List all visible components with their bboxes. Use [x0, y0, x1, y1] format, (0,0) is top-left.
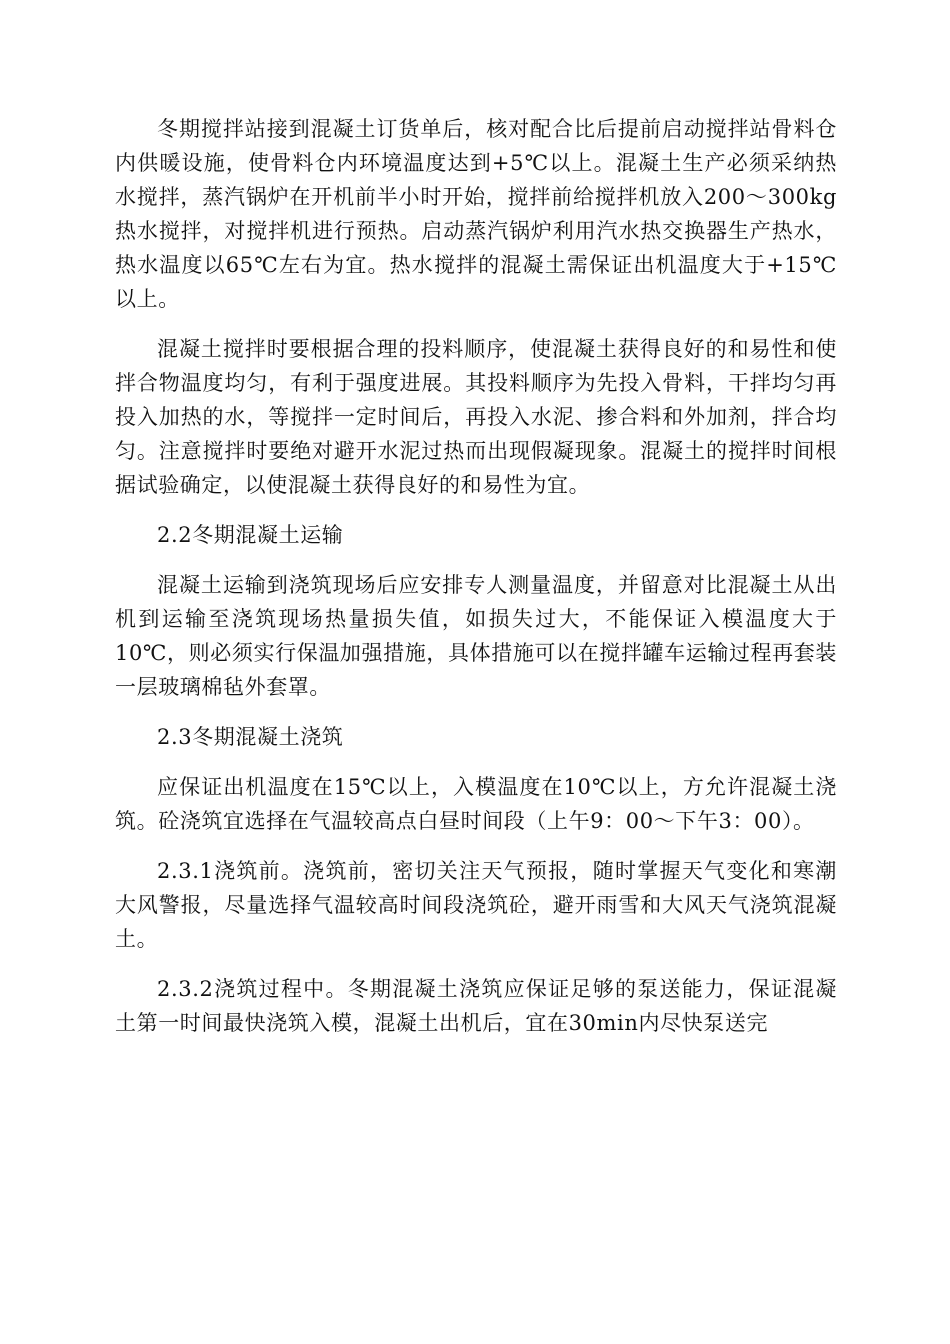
- paragraph-transport: 混凝土运输到浇筑现场后应安排专人测量温度，并留意对比混凝土从出机到运输至浇筑现场热量损失值，如损失过大，不能保证入模温度大于10℃，则必须实行保温加强措施，具体措施可以在搅拌罐车运输过程再套装一层玻璃棉毡外套罩。: [115, 573, 837, 699]
- paragraph-pouring-temperature: 应保证出机温度在15℃以上，入模温度在10℃以上，方允许混凝土浇筑。砼浇筑宜选择在气温较高点白昼时间段（上午9：00～下午3：00）。: [115, 775, 837, 833]
- section-heading-2-2: 2.2冬期混凝土运输: [157, 523, 344, 547]
- section-heading-2-3: 2.3冬期混凝土浇筑: [157, 725, 344, 749]
- paragraph-batching-plant: 冬期搅拌站接到混凝土订货单后，核对配合比后提前启动搅拌站骨料仓内供暖设施，使骨料仓内环境温度达到+5℃以上。混凝土生产必须采纳热水搅拌，蒸汽锅炉在开机前半小时开始，搅拌前给搅拌机放入200～300kg热水搅拌，对搅拌机进行预热。启动蒸汽锅炉利用汽水热交换器生产热水，热水温度以65℃左右为宜。热水搅拌的混凝土需保证出机温度大于+15℃以上。: [115, 117, 837, 311]
- paragraph-mixing-order: 混凝土搅拌时要根据合理的投料顺序，使混凝土获得良好的和易性和使拌合物温度均匀，有利于强度进展。其投料顺序为先投入骨料，干拌均匀再投入加热的水，等搅拌一定时间后，再投入水泥、掺合料和外加剂，拌合均匀。注意搅拌时要绝对避开水泥过热而出现假凝现象。混凝土的搅拌时间根据试验确定，以使混凝土获得良好的和易性为宜。: [115, 337, 837, 497]
- paragraph-during-pouring: 2.3.2浇筑过程中。冬期混凝土浇筑应保证足够的泵送能力，保证混凝土第一时间最快浇筑入模，混凝土出机后，宜在30min内尽快泵送完: [115, 977, 837, 1035]
- paragraph-before-pouring: 2.3.1浇筑前。浇筑前，密切关注天气预报，随时掌握天气变化和寒潮大风警报，尽量选择气温较高时间段浇筑砼，避开雨雪和大风天气浇筑混凝土。: [115, 859, 837, 951]
- document-page: [115, 112, 837, 1056]
